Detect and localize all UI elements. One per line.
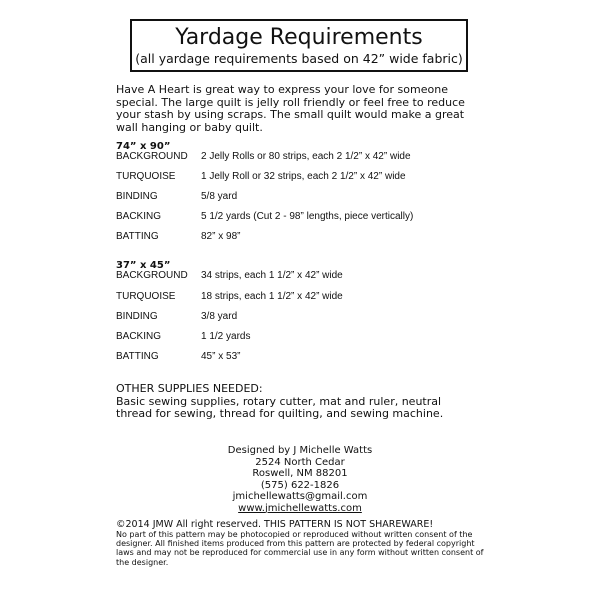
page-title: Yardage Requirements	[175, 25, 423, 50]
large-row-backing	[116, 211, 413, 222]
copyright-text: No part of this pattern may be photocopied or reproduced without written consent of the designer. All finished items produced from this pattern are protected by federal copyright laws and may not be reproduced for commercial use in any form without written consent of the designer.	[116, 530, 484, 567]
row-value: 1 Jelly Roll or 32 strips, each 2 1/2” x 42” wide	[201, 171, 406, 182]
row-value: 34 strips, each 1 1/2” x 42” wide	[201, 270, 343, 281]
designer-street: 2524 North Cedar	[255, 456, 345, 468]
row-label: TURQUOISE	[116, 291, 176, 302]
large-row-background	[116, 151, 411, 162]
copyright-notice	[116, 519, 486, 567]
title-box	[130, 19, 468, 72]
supplies-section	[116, 383, 476, 421]
small-row-batting	[116, 351, 240, 362]
designer-website-link[interactable]: www.jmichellewatts.com	[238, 502, 362, 514]
row-value: 5/8 yard	[201, 191, 238, 202]
supplies-heading: OTHER SUPPLIES NEEDED:	[116, 382, 263, 395]
small-row-turquoise	[116, 291, 343, 302]
copyright-line: ©2014 JMW All right reserved. THIS PATTERN IS NOT SHAREWARE!	[116, 519, 434, 530]
designer-phone: (575) 622-1826	[260, 479, 340, 491]
designer-city: Roswell, NM 88201	[252, 468, 348, 479]
small-row-background	[116, 270, 343, 281]
designer-block	[0, 445, 600, 514]
large-row-batting	[116, 231, 240, 242]
supplies-text: Basic sewing supplies, rotary cutter, mat and ruler, neutral thread for sewing, thread for quilting, and sewing machine.	[116, 394, 444, 420]
large-quilt-size: 74” x 90”	[116, 141, 171, 152]
small-row-binding	[116, 311, 237, 322]
row-label: BATTING	[116, 231, 159, 242]
large-row-binding	[116, 191, 237, 202]
row-label: BINDING	[116, 311, 158, 322]
page-subtitle: (all yardage requirements based on 42” wide fabric)	[135, 51, 463, 66]
row-label: BINDING	[116, 191, 158, 202]
row-value: 1 1/2 yards	[201, 331, 251, 342]
row-value: 2 Jelly Rolls or 80 strips, each 2 1/2” x 42” wide	[201, 151, 411, 162]
large-row-turquoise	[116, 171, 406, 182]
row-label: BACKING	[116, 331, 162, 342]
row-label: TURQUOISE	[116, 171, 176, 182]
row-label: BATTING	[116, 351, 159, 362]
row-value: 82” x 98”	[201, 231, 241, 242]
small-row-backing	[116, 331, 250, 342]
row-value: 3/8 yard	[201, 311, 238, 322]
small-quilt-size: 37” x 45”	[116, 260, 171, 271]
designer-name: Designed by J Michelle Watts	[227, 445, 373, 456]
row-label: BACKGROUND	[116, 151, 188, 162]
row-label: BACKGROUND	[116, 270, 188, 281]
row-value: 45” x 53”	[201, 351, 241, 362]
row-label: BACKING	[116, 211, 162, 222]
row-value: 18 strips, each 1 1/2” x 42” wide	[201, 291, 343, 302]
designer-email: jmichellewatts@gmail.com	[232, 491, 368, 502]
row-value: 5 1/2 yards (Cut 2 - 98” lengths, piece vertically)	[201, 211, 414, 222]
intro-paragraph: Have A Heart is great way to express your love for someone special. The large quilt is jelly roll friendly or feel free to reduce your stash by using scraps. The small quilt would make a great wall hanging or baby quilt.	[116, 83, 465, 134]
